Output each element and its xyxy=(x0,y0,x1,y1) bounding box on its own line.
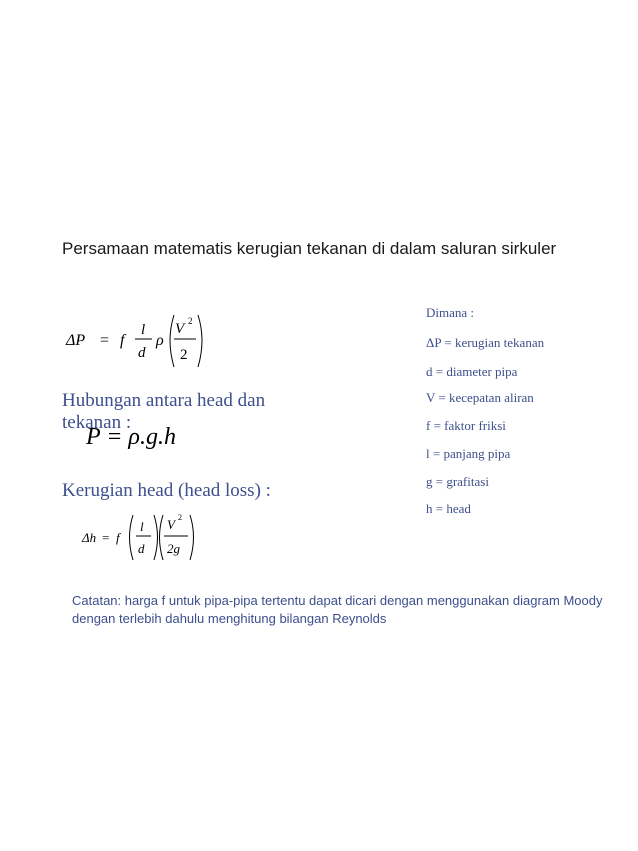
head-pressure-title: Hubungan antara head dan tekanan : xyxy=(62,390,266,433)
pressure-loss-equation xyxy=(62,305,222,375)
eq3-paren-2-left xyxy=(160,515,164,560)
eq1-equals: = xyxy=(100,332,110,349)
eq3-den-d: d xyxy=(138,541,145,556)
legend-title: Dimana : xyxy=(426,305,475,320)
head-loss-equation xyxy=(62,505,222,567)
eq3-den-2g: 2g xyxy=(167,541,180,556)
eq1-num-l: l xyxy=(141,322,146,338)
footnote: Catatan: harga f untuk pipa-pipa tertentu dapat dicari dengan menggunakan diagram Moody dengan terlebih dahulu menghitung bilangan Reynolds xyxy=(72,593,603,626)
eq1-num-V: V xyxy=(175,321,185,337)
page-heading: Persamaan matematis kerugian tekanan di dalam saluran sirkuler xyxy=(62,239,557,258)
legend-item: h = head xyxy=(426,501,471,516)
eq3-num-V: V xyxy=(167,517,175,532)
head-pressure-equation: P = ρ.g.h xyxy=(86,424,176,450)
legend-item: ΔP = kerugian tekanan xyxy=(426,335,545,350)
eq3-num-l: l xyxy=(140,519,144,534)
legend-item: l = panjang pipa xyxy=(426,446,511,461)
eq1-den-2: 2 xyxy=(180,347,188,363)
eq1-lhs: ΔP xyxy=(66,332,86,349)
eq3-lhs: Δh xyxy=(82,530,97,545)
eq1-left-paren xyxy=(170,315,174,367)
eq3-paren-2-right xyxy=(190,515,194,560)
eq3-f: f xyxy=(116,530,120,545)
eq1-right-paren xyxy=(198,315,202,367)
eq1-exp: 2 xyxy=(188,316,193,326)
eq1-f: f xyxy=(120,332,125,349)
legend-item: d = diameter pipa xyxy=(426,364,518,379)
legend-item: f = faktor friksi xyxy=(426,418,506,433)
eq3-paren-1-right xyxy=(154,515,158,560)
eq1-den-d: d xyxy=(138,345,146,361)
legend-item: g = grafitasi xyxy=(426,474,489,489)
legend-item: V = kecepatan aliran xyxy=(426,390,534,405)
eq3-paren-1-left xyxy=(130,515,134,560)
head-loss-title: Kerugian head (head loss) : xyxy=(62,480,271,501)
eq3-exp: 2 xyxy=(178,513,182,522)
eq1-rho: ρ xyxy=(156,332,164,349)
eq3-equals: = xyxy=(102,530,110,545)
